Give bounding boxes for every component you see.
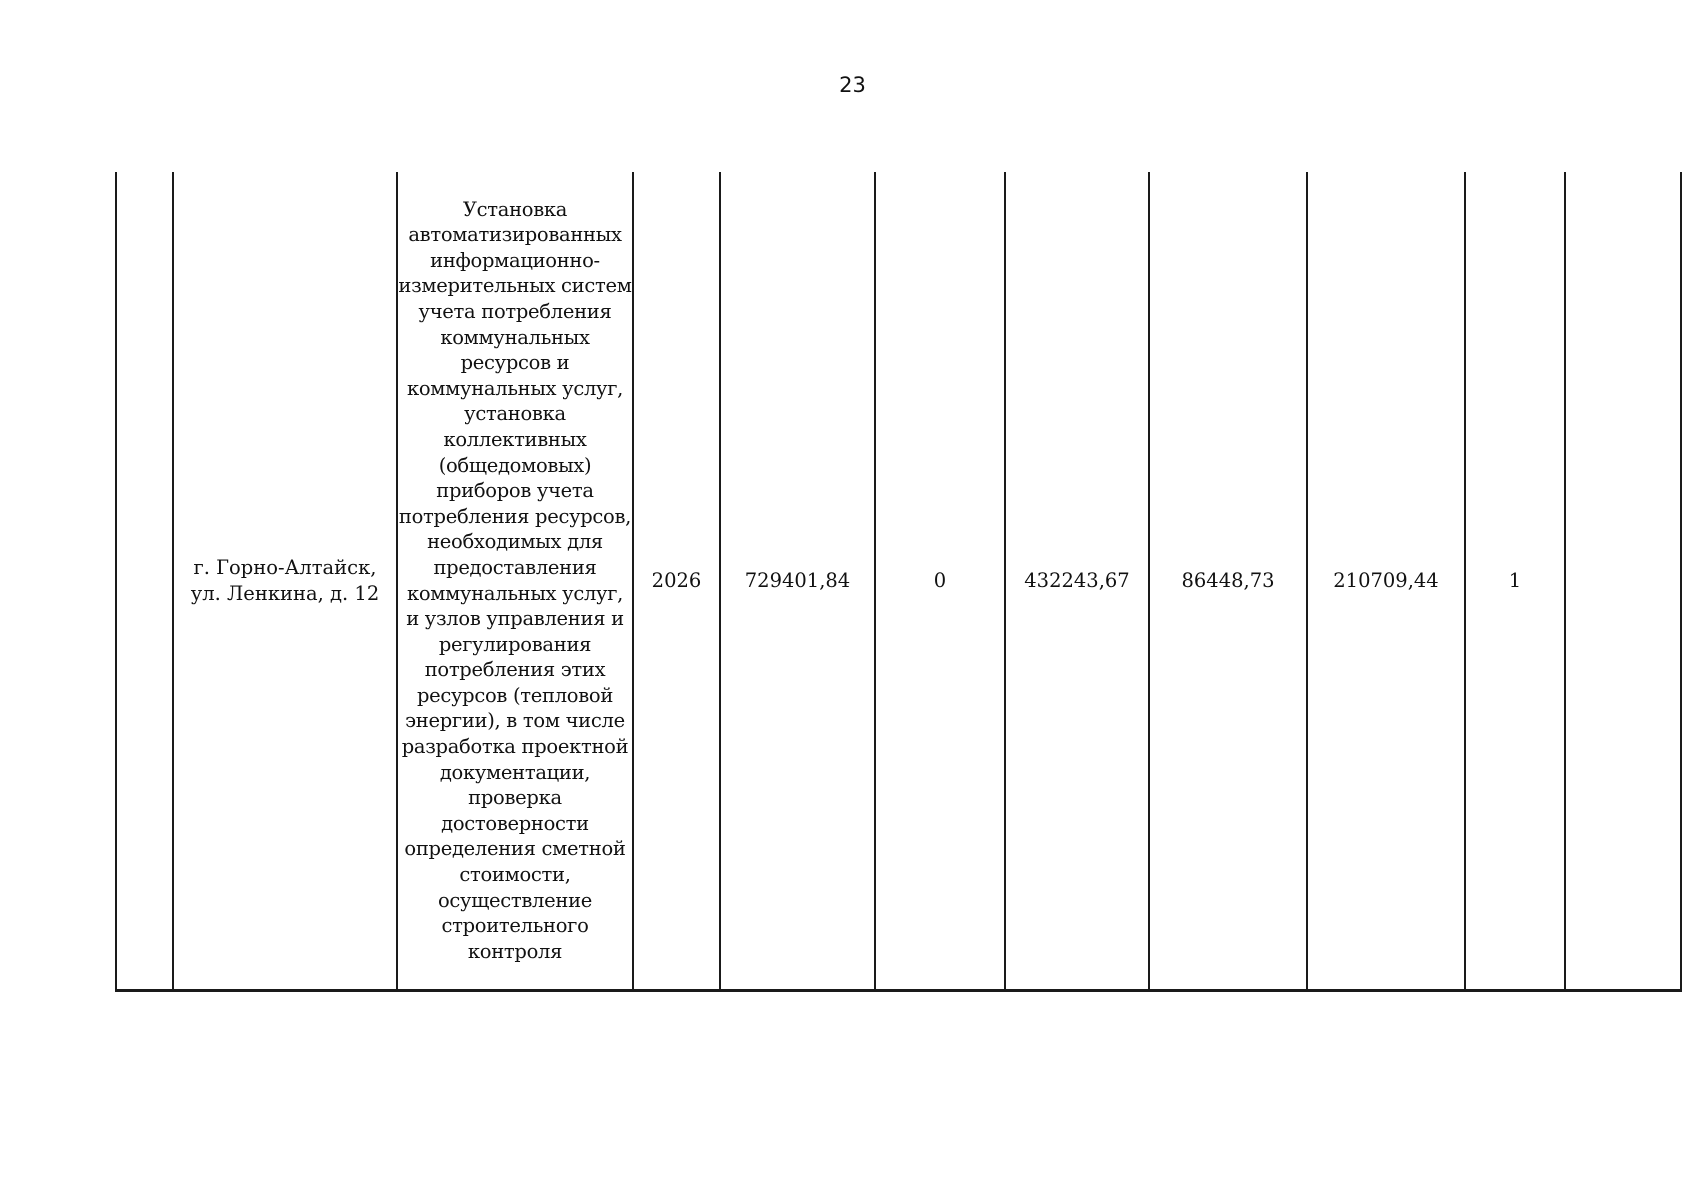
work-description-cell xyxy=(397,172,633,991)
value-cell-8: 210709,44 xyxy=(1307,172,1465,991)
total-cost-cell: 729401,84 xyxy=(720,172,875,991)
value-cell-6: 432243,67 xyxy=(1005,172,1149,991)
address-cell xyxy=(173,172,397,991)
address-text: г. Горно-Алтайск, ул. Ленкина, д. 12 xyxy=(190,555,380,605)
value-cell-5: 0 xyxy=(875,172,1005,991)
value-cell-7: 86448,73 xyxy=(1149,172,1307,991)
work-table xyxy=(115,172,1682,992)
table-row xyxy=(116,172,1681,991)
row-index-cell xyxy=(116,172,173,991)
year-cell: 2026 xyxy=(633,172,720,991)
work-description-text: Установка автоматизированных информационно-измерительных систем учета потребления коммунальных ресурсов и коммунальных услуг, установка коллективных (общедомовых) приборов учета потребления ресурсов, необходимых для предоставления коммунальных услуг, и узлов управления и регулирования потребления этих ресурсов (тепловой энергии), в том числе разработка проектной документации, проверка достоверности определения сметной стоимости, осуществление строительного контроля xyxy=(398,197,632,963)
value-cell-9: 1 xyxy=(1465,172,1565,991)
value-cell-10 xyxy=(1565,172,1681,991)
page-number-text: 23 xyxy=(839,73,866,97)
page-number xyxy=(0,72,1697,98)
